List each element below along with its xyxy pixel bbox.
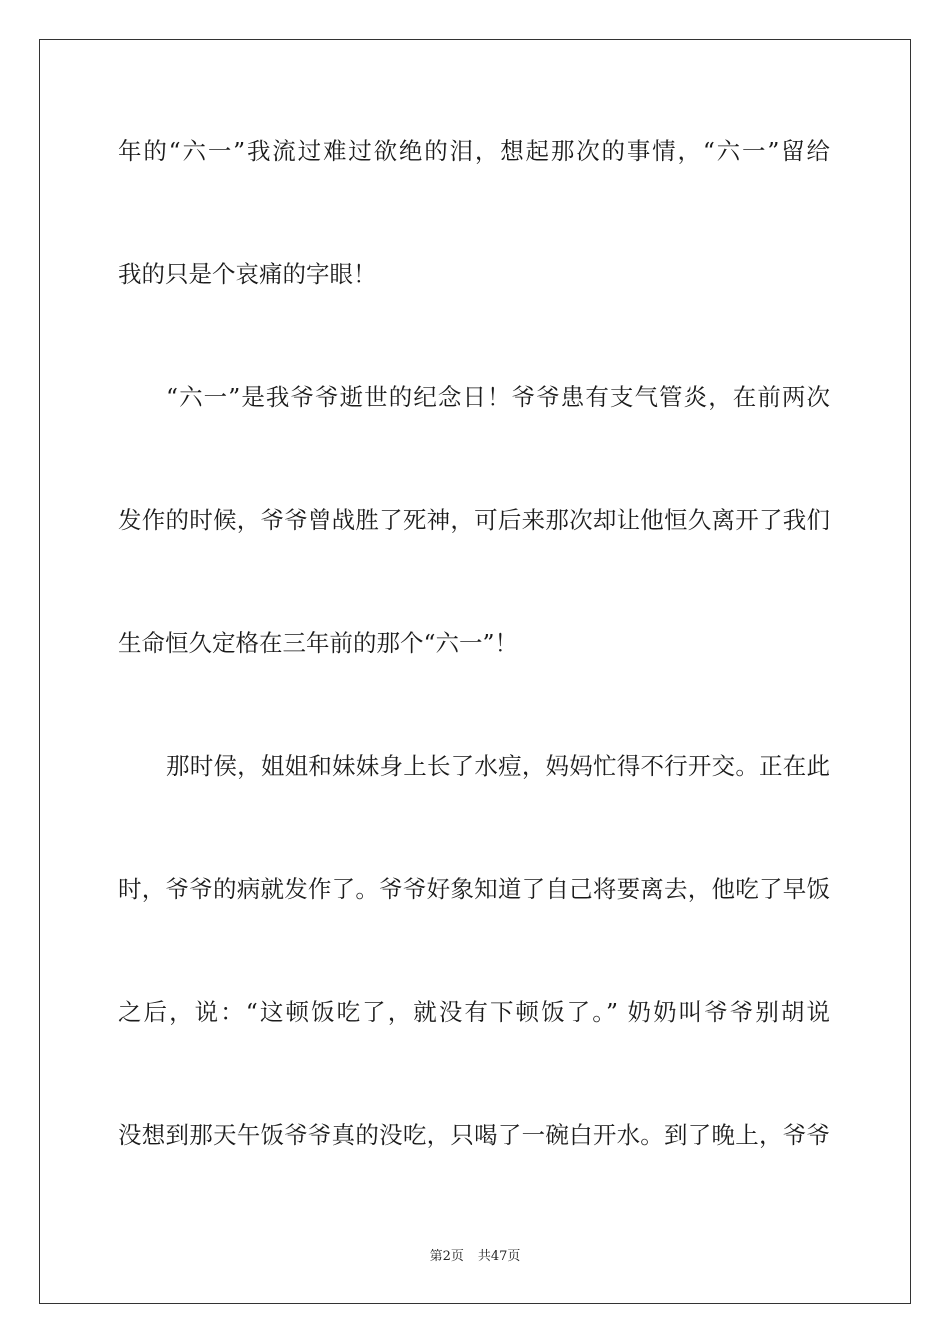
- text-line: 之后，说：“这顿饭吃了，就没有下顿饭了。” 奶奶叫爷爷别胡说: [118, 998, 830, 1026]
- text-line: 年的“六一”我流过难过欲绝的泪，想起那次的事情，“六一”留给: [118, 137, 830, 165]
- text-line: 生命恒久定格在三年前的那个“六一”！: [118, 629, 519, 657]
- paragraph-first-line: 那时侯，姐姐和妹妹身上长了水痘，妈妈忙得不行开交。正在此: [166, 752, 830, 780]
- text-line: 没想到那天午饭爷爷真的没吃，只喝了一碗白开水。到了晚上，爷爷: [118, 1121, 830, 1149]
- paragraph-first-line: “六一”是我爷爷逝世的纪念日！爷爷患有支气管炎，在前两次: [166, 383, 830, 411]
- text-line: 发作的时候，爷爷曾战胜了死神，可后来那次却让他恒久离开了我们: [118, 506, 830, 534]
- page-total: 共47页: [477, 1249, 521, 1264]
- page-footer: [0, 1248, 950, 1266]
- page-border: [39, 39, 911, 1304]
- text-line: 我的只是个哀痛的字眼！: [118, 260, 377, 288]
- page-number: 第2页: [429, 1249, 464, 1264]
- text-line: 时，爷爷的病就发作了。爷爷好象知道了自己将要离去，他吃了早饭: [118, 875, 830, 903]
